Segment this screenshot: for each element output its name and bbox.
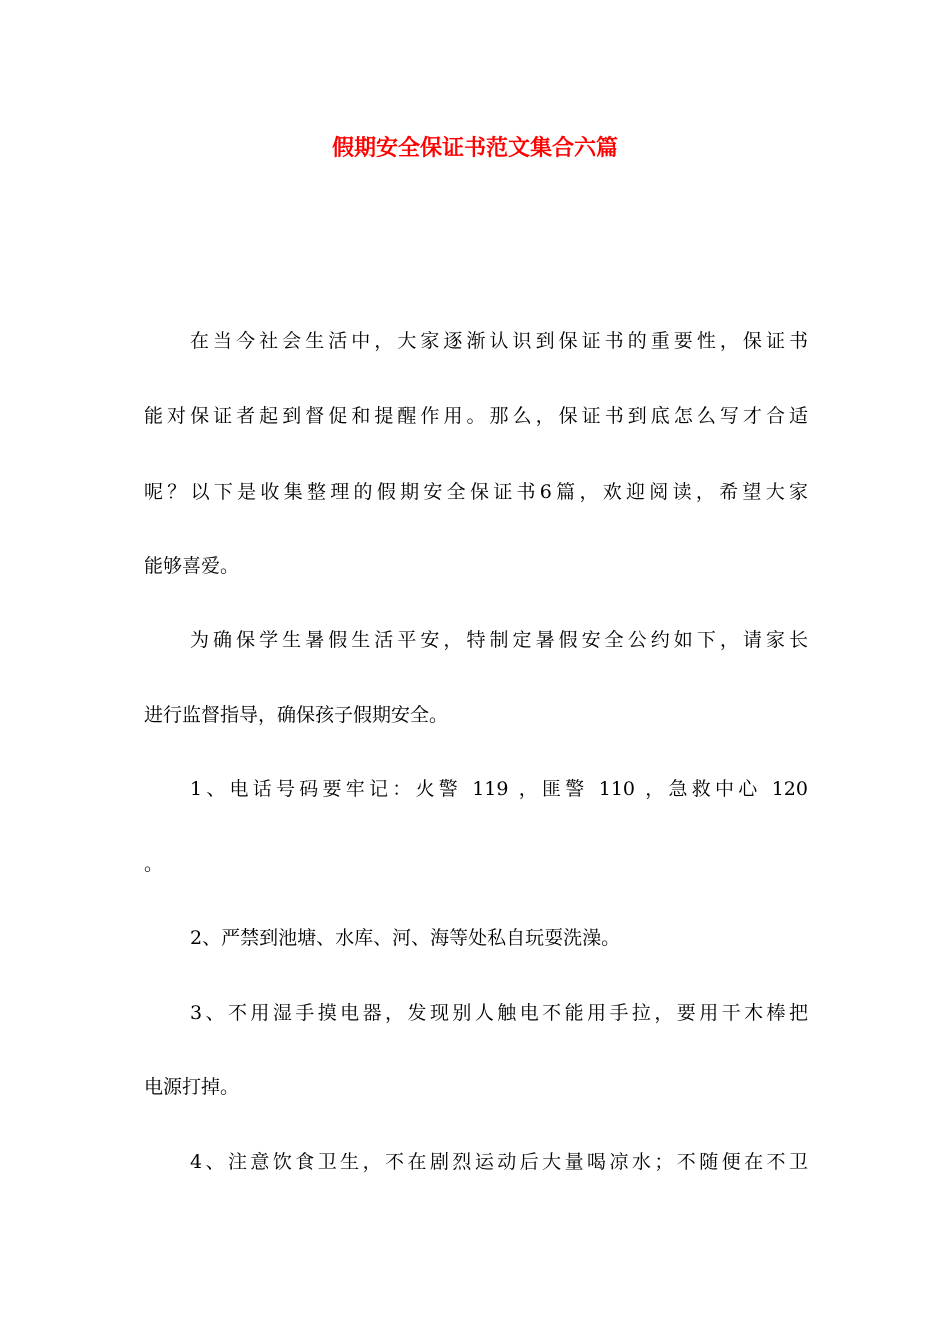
document-title: 假期安全保证书范文集合六篇: [331, 135, 618, 161]
rule-3-line-1: 3、不用湿手摸电器，发现别人触电不能用手拉，要用干木棒把: [190, 1002, 808, 1024]
rule-1-line-1: 1、电话号码要牢记：火警 119 ，匪警 110 ，急救中心 120: [190, 778, 808, 800]
rule-4-line-1: 4、注意饮食卫生，不在剧烈运动后大量喝凉水；不随便在不卫: [190, 1151, 808, 1173]
paragraph-1-line-4: 能够喜爱。: [144, 555, 240, 577]
paragraph-1-line-2: 能对保证者起到督促和提醒作用。那么，保证书到底怎么写才合适: [144, 405, 808, 427]
paragraph-2-line-1: 为确保学生暑假生活平安，特制定暑假安全公约如下，请家长: [190, 629, 808, 651]
paragraph-1-line-3: 呢？以下是收集整理的假期安全保证书6篇，欢迎阅读，希望大家: [144, 481, 808, 503]
rule-2-line-1: 2、严禁到池塘、水库、河、海等处私自玩耍洗澡。: [190, 927, 621, 949]
paragraph-1-line-1: 在当今社会生活中，大家逐渐认识到保证书的重要性，保证书: [190, 330, 808, 352]
rule-3-line-2: 电源打掉。: [144, 1076, 240, 1098]
rule-1-line-2: 。: [144, 853, 164, 875]
paragraph-2-line-2: 进行监督指导，确保孩子假期安全。: [144, 704, 449, 726]
